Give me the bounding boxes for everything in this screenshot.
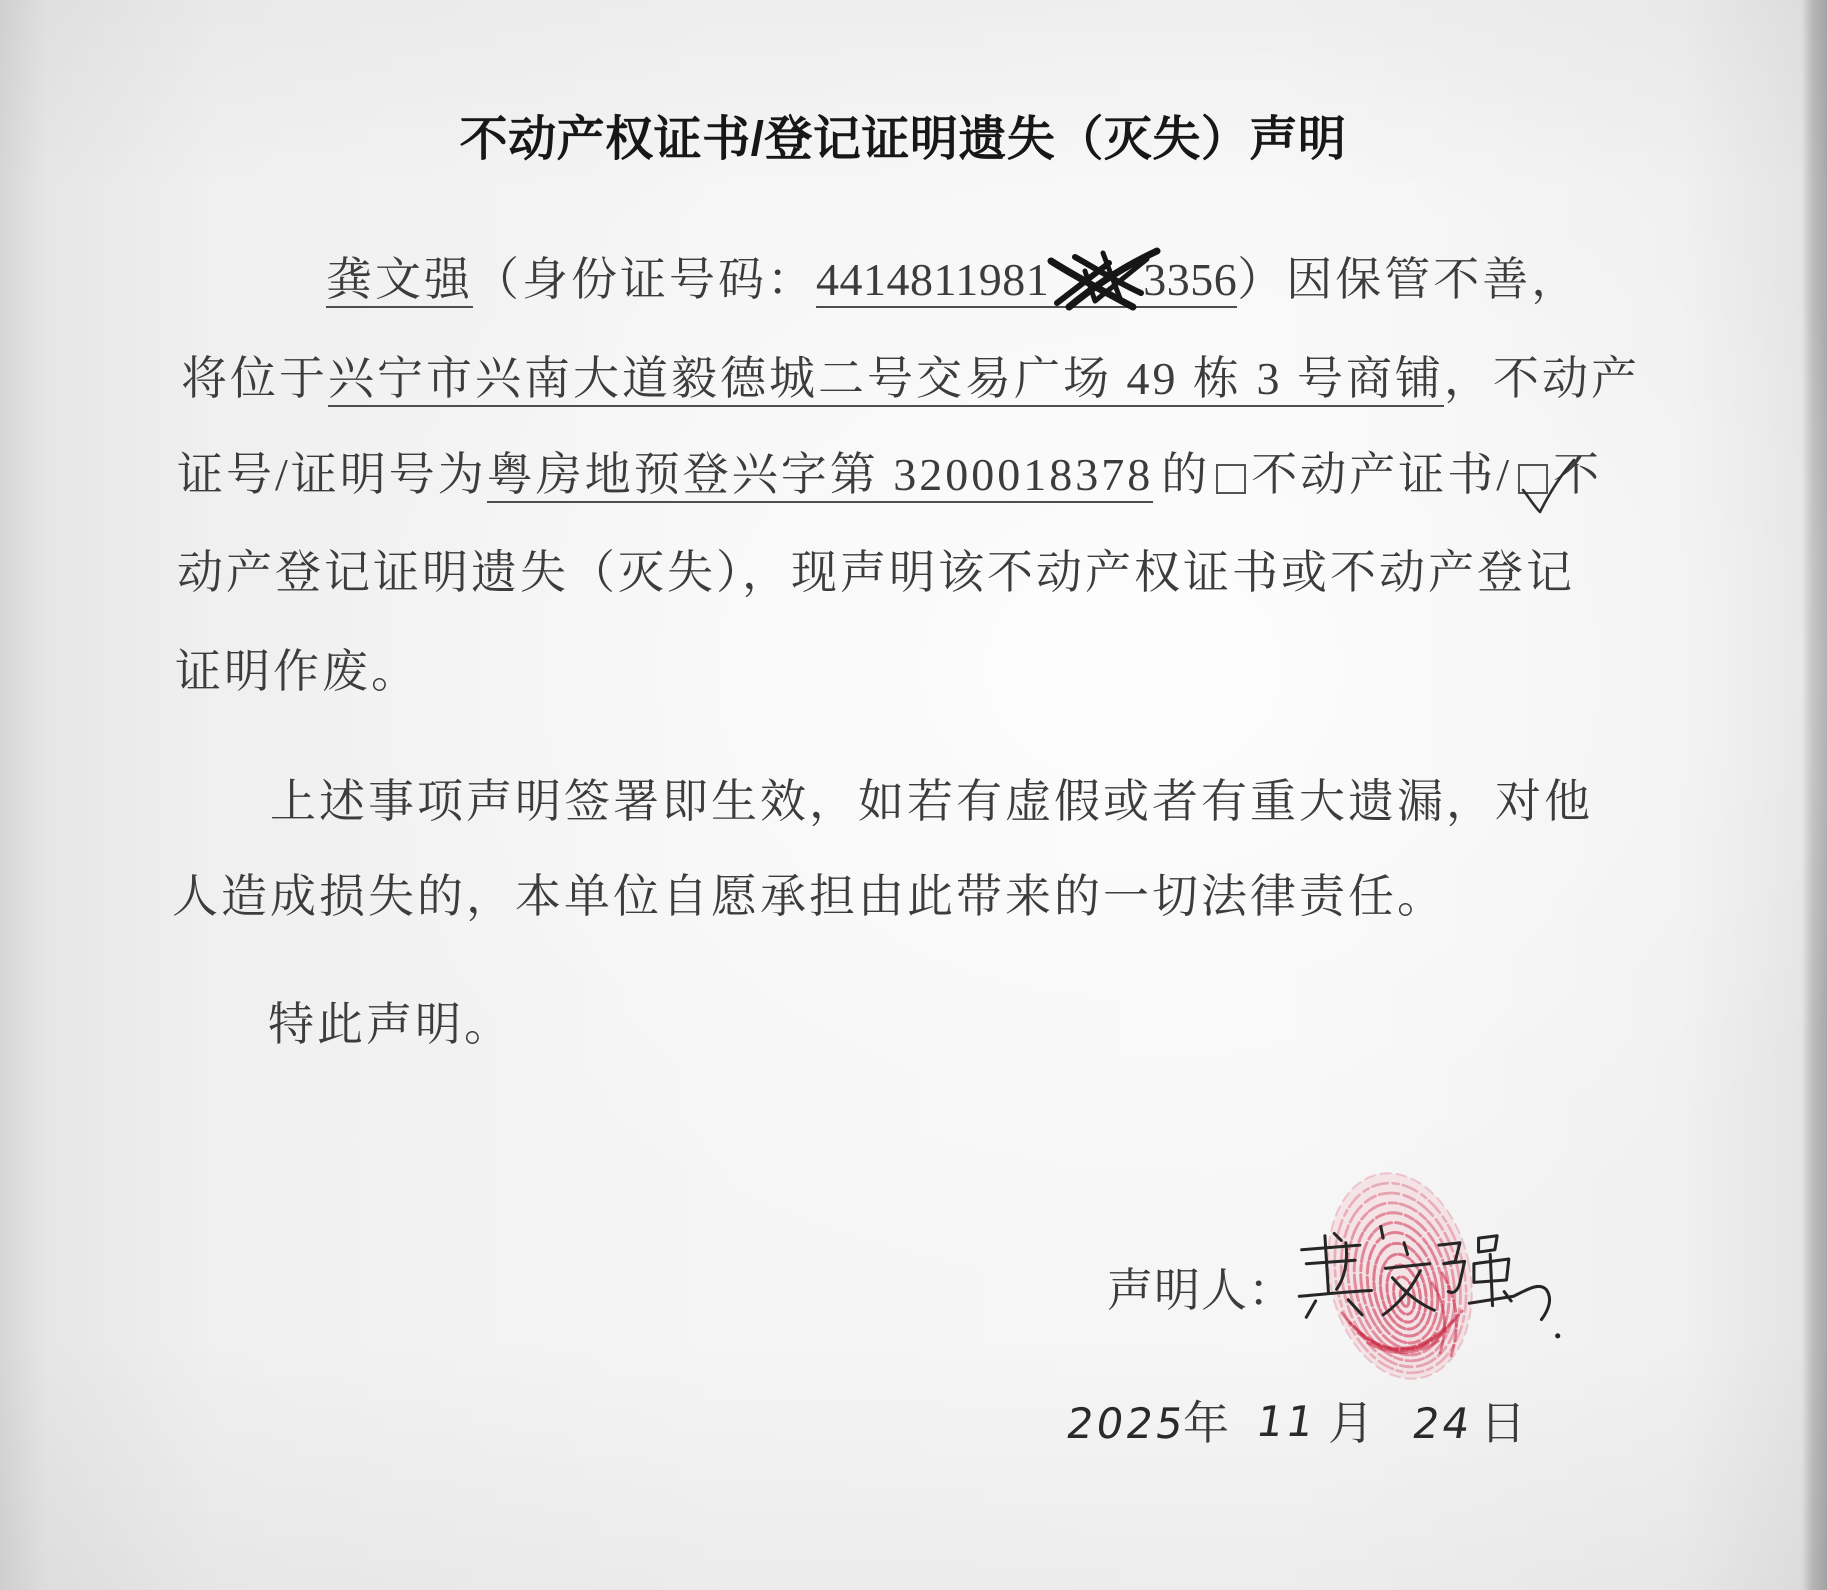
date-month-unit: 月 [1328, 1398, 1374, 1449]
signature-label: 声明人： [1107, 1265, 1295, 1316]
date-month-handwritten: 11 [1252, 1397, 1321, 1446]
date-day-unit: 日 [1480, 1398, 1526, 1449]
line3-start: 证号/证明号为 [177, 449, 487, 500]
statement-line-3 [177, 445, 1602, 505]
certificate-number: 粤房地预登兴字第 3200018378 [487, 449, 1154, 503]
document-title: 不动产权证书/登记证明遗失（灭失）声明 [459, 113, 1347, 166]
check-mark-icon [1512, 452, 1584, 524]
checkbox-certificate [1216, 464, 1246, 494]
line1-ending: ）因保管不善， [1237, 254, 1581, 305]
id-number-start: 4414811981 [816, 254, 1050, 305]
handwritten-signature [1290, 1210, 1581, 1350]
id-number-label: （身份证号码： [473, 254, 816, 305]
option-certificate-label: 不动产证书/ [1251, 449, 1513, 500]
checkbox-registration-proof [1518, 464, 1548, 494]
line2-start: 将位于 [181, 353, 328, 404]
statement-line-2 [181, 349, 1640, 409]
statement-line-6: 上述事项声明签署即生效，如若有虚假或者有重大遗漏，对他 [270, 776, 1593, 827]
date-year-unit: 年 [1183, 1398, 1229, 1449]
option-registration-label-start: 不 [1553, 449, 1603, 500]
declarant-name: 龚文强 [326, 254, 473, 308]
date-day-handwritten: 24 [1408, 1399, 1477, 1448]
line2-ending: ，不动产 [1444, 353, 1640, 404]
id-redaction-scribble [1049, 255, 1143, 295]
statement-line-4: 动产登记证明遗失（灭失），现声明该不动产权证书或不动产登记 [177, 547, 1575, 598]
statement-line-5: 证明作废。 [175, 646, 420, 697]
redaction-scribble-icon [1043, 241, 1167, 311]
line3-mid: 的 [1161, 449, 1211, 500]
statement-line-1 [326, 250, 1580, 310]
statement-line-8: 特此声明。 [268, 999, 513, 1050]
date-year-handwritten: 2025 [1062, 1399, 1190, 1448]
property-address: 兴宁市兴南大道毅德城二号交易广场 49 栋 3 号商铺 [328, 353, 1444, 407]
statement-line-7: 人造成损失的，本单位自愿承担由此带来的一切法律责任。 [172, 871, 1446, 922]
id-number [816, 254, 1237, 308]
id-number-end: 3356 [1143, 254, 1238, 305]
